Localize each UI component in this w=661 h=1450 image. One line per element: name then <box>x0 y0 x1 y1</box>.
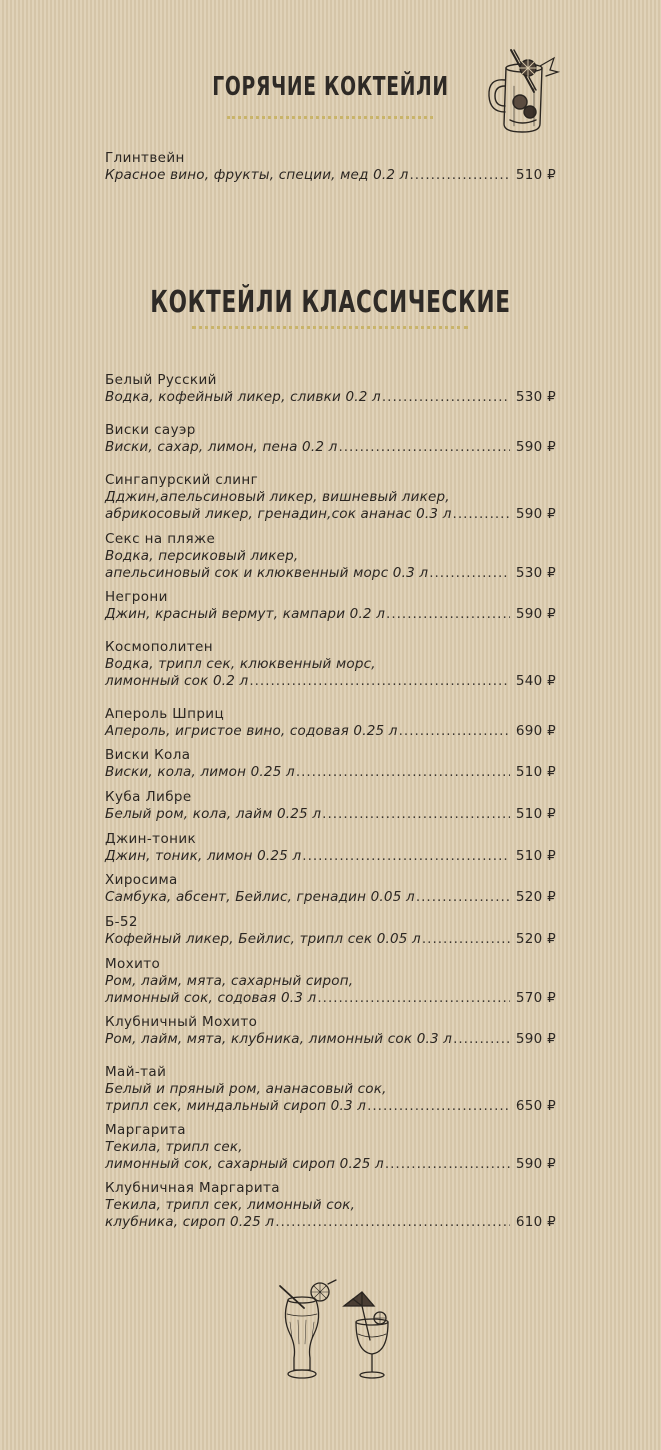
menu-item-description: Водка, трипл сек, клюквенный морс, <box>105 656 376 672</box>
menu-item-description: лимонный сок 0.2 л <box>105 673 249 689</box>
dot-leader <box>382 389 510 406</box>
menu-item <box>105 150 556 184</box>
menu-item-name: Секс на пляже <box>105 531 216 547</box>
section-title-classic-cocktails: КОКТЕЙЛИ КЛАССИЧЕСКИЕ <box>150 285 511 320</box>
menu-item-description: Виски, сахар, лимон, пена 0.2 л <box>105 439 338 455</box>
menu-item-name: Мохито <box>105 956 161 972</box>
menu-item-description: трипл сек, миндальный сироп 0.3 л <box>105 1098 367 1114</box>
menu-item <box>105 639 556 690</box>
menu-item <box>105 872 556 906</box>
mulled-wine-mug-icon <box>484 46 564 138</box>
menu-item-name: Клубничный Мохито <box>105 1014 258 1030</box>
menu-item-name: Хиросима <box>105 872 178 888</box>
menu-item-description: клубника, сироп 0.25 л <box>105 1214 275 1230</box>
menu-item-price: 540 ₽ <box>515 673 556 689</box>
menu-item-name: Белый Русский <box>105 372 217 388</box>
menu-item-description: Красное вино, фрукты, специи, мед 0.2 л <box>105 167 409 183</box>
menu-item-name: Куба Либре <box>105 789 192 805</box>
menu-item-description: Апероль, игристое вино, содовая 0.25 л <box>105 723 398 739</box>
menu-item-price: 570 ₽ <box>515 990 556 1006</box>
menu-item <box>105 914 556 948</box>
dot-leader <box>296 764 510 781</box>
menu-item-price: 690 ₽ <box>515 723 556 739</box>
menu-item-price: 510 ₽ <box>515 806 556 822</box>
menu-item-description: Самбука, абсент, Бейлис, гренадин 0.05 л <box>105 889 415 905</box>
menu-item-name: Глинтвейн <box>105 150 185 166</box>
menu-item-description: Джин, красный вермут, кампари 0.2 л <box>105 606 386 622</box>
dot-leader <box>322 806 510 823</box>
menu-item <box>105 589 556 623</box>
menu-item-price: 510 ₽ <box>515 764 556 780</box>
menu-item <box>105 956 556 1007</box>
menu-item-price: 530 ₽ <box>515 565 556 581</box>
menu-item-name: Май-тай <box>105 1064 167 1080</box>
menu-item-price: 650 ₽ <box>515 1098 556 1114</box>
dot-leader <box>385 1156 510 1173</box>
menu-item-description: Виски, кола, лимон 0.25 л <box>105 764 295 780</box>
menu-item-name: Негрони <box>105 589 168 605</box>
menu-item-description: абрикосовый ликер, гренадин,сок ананас 0.3 л <box>105 506 452 522</box>
menu-item-name: Виски Кола <box>105 747 191 763</box>
menu-item <box>105 1014 556 1048</box>
menu-item-description: Кофейный ликер, Бейлис, трипл сек 0.05 л <box>105 931 421 947</box>
menu-item-description: Текила, трипл сек, лимонный сок, <box>105 1197 356 1213</box>
menu-item <box>105 1122 556 1173</box>
cocktail-glasses-icon <box>270 1278 400 1382</box>
menu-item <box>105 1064 556 1115</box>
menu-item-description: Текила, трипл сек, <box>105 1139 243 1155</box>
menu-item-description: Водка, персиковый ликер, <box>105 548 299 564</box>
section-divider <box>192 326 468 329</box>
menu-item-description: Белый и пряный ром, ананасовый сок, <box>105 1081 387 1097</box>
menu-item <box>105 747 556 781</box>
dot-leader <box>302 848 510 865</box>
menu-item-price: 520 ₽ <box>515 931 556 947</box>
dot-leader <box>338 439 509 456</box>
menu-item-description: апельсиновый сок и клюквенный морс 0.3 л <box>105 565 429 581</box>
menu-item <box>105 789 556 823</box>
menu-item <box>105 531 556 582</box>
dot-leader <box>399 723 510 740</box>
dot-leader <box>429 565 510 582</box>
menu-item-description: Водка, кофейный ликер, сливки 0.2 л <box>105 389 381 405</box>
menu-item-description: Ром, лайм, мята, клубника, лимонный сок 0.3 л <box>105 1031 453 1047</box>
dot-leader <box>249 673 510 690</box>
menu-item-description: Ром, лайм, мята, сахарный сироп, <box>105 973 354 989</box>
dot-leader <box>386 606 510 623</box>
menu-item-price: 590 ₽ <box>515 606 556 622</box>
dot-leader <box>422 931 510 948</box>
menu-item-description: Дджин,апельсиновый ликер, вишневый ликер, <box>105 489 450 505</box>
menu-item-name: Сингапурский слинг <box>105 472 259 488</box>
menu-item <box>105 372 556 406</box>
dot-leader <box>416 889 510 906</box>
menu-item <box>105 706 556 740</box>
menu-item-price: 510 ₽ <box>515 848 556 864</box>
menu-item <box>105 472 556 523</box>
menu-item-description: лимонный сок, содовая 0.3 л <box>105 990 317 1006</box>
section-divider <box>227 116 433 119</box>
menu-item-price: 590 ₽ <box>515 1156 556 1172</box>
menu-item <box>105 1180 556 1231</box>
menu-item-price: 610 ₽ <box>515 1214 556 1230</box>
menu-item-price: 590 ₽ <box>515 1031 556 1047</box>
dot-leader <box>409 167 509 184</box>
menu-item <box>105 422 556 456</box>
menu-item-name: Космополитен <box>105 639 213 655</box>
menu-item-name: Клубничная Маргарита <box>105 1180 280 1196</box>
dot-leader <box>453 1031 510 1048</box>
section-title-hot-cocktails: ГОРЯЧИЕ КОКТЕЙЛИ <box>212 72 449 102</box>
menu-item-name: Маргарита <box>105 1122 186 1138</box>
menu-item-name: Апероль Шприц <box>105 706 225 722</box>
dot-leader <box>367 1098 510 1115</box>
dot-leader <box>317 990 509 1007</box>
menu-item-price: 590 ₽ <box>515 506 556 522</box>
menu-item-name: Виски сауэр <box>105 422 196 438</box>
menu-item-description: Джин, тоник, лимон 0.25 л <box>105 848 302 864</box>
menu-item <box>105 831 556 865</box>
menu-item-description: Белый ром, кола, лайм 0.25 л <box>105 806 322 822</box>
menu-item-price: 590 ₽ <box>515 439 556 455</box>
menu-item-name: Б-52 <box>105 914 138 930</box>
dot-leader <box>453 506 510 523</box>
menu-item-price: 510 ₽ <box>515 167 556 183</box>
menu-item-name: Джин-тоник <box>105 831 197 847</box>
menu-item-price: 530 ₽ <box>515 389 556 405</box>
dot-leader <box>275 1214 510 1231</box>
menu-item-description: лимонный сок, сахарный сироп 0.25 л <box>105 1156 384 1172</box>
menu-item-price: 520 ₽ <box>515 889 556 905</box>
